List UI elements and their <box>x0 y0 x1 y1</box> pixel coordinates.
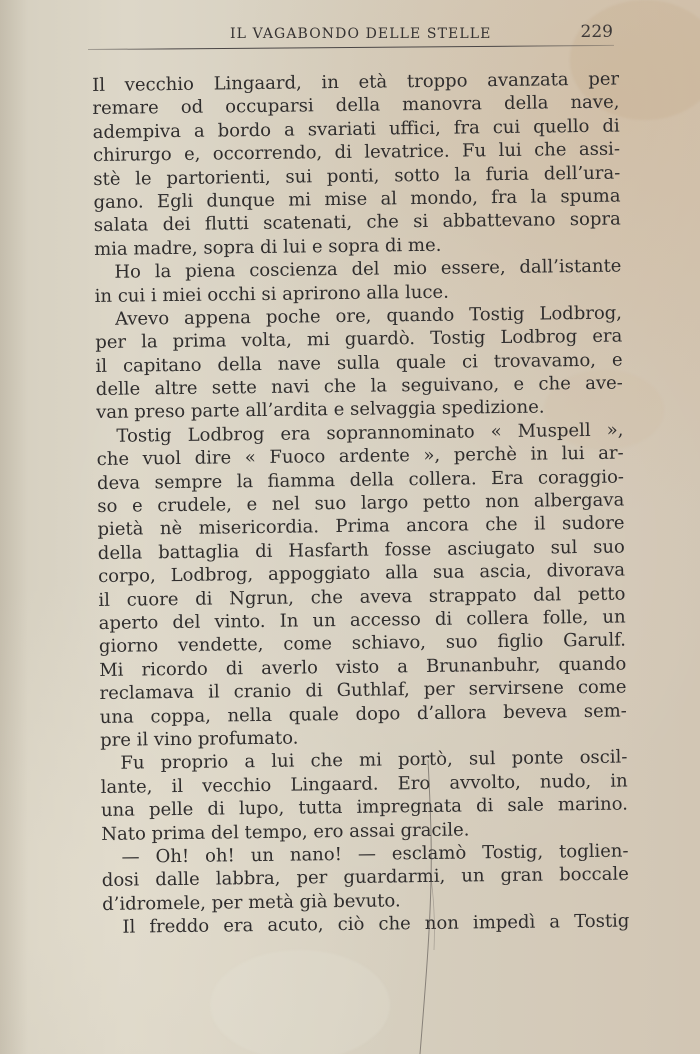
text-line: remare od occuparsi della manovra della nave, <box>92 91 620 120</box>
text-line: una pelle di lupo, tutta impregnata di sale marino. <box>100 793 629 822</box>
text-line: Il freddo era acuto, ciò che non impedì a Tostig <box>122 910 630 938</box>
text-line: corpo, Lodbrog, appoggiato alla sua ascia, divorava <box>98 559 626 588</box>
text-line: mia madre, sopra di lui e sopra di me. <box>94 234 442 260</box>
text-line: aperto del vinto. In un accesso di collera folle, un <box>98 606 626 634</box>
text-line: lante, il vecchio Lingaard. Ero avvolto, nudo, in <box>100 770 628 798</box>
page-body <box>92 68 630 940</box>
text-line: dosi dalle labbra, per guardarmi, un gran boccale <box>101 863 629 892</box>
text-line: per la prima volta, mi guardò. Tostig Lodbrog era <box>95 325 623 354</box>
text-line: salata dei flutti scatenati, che si abbattevano sopra <box>93 208 621 237</box>
text-line: Mi ricordo di averlo visto a Brunanbuhr, quando <box>99 653 627 681</box>
text-line: chirurgo e, occorrendo, di levatrice. Fu lui che assi- <box>92 138 621 167</box>
text-line: delle altre sette navi che la seguivano, e che ave- <box>95 372 623 401</box>
text-line: in cui i miei occhi si aprirono alla luce. <box>94 281 449 307</box>
page-number: 229 <box>580 22 613 42</box>
text-line: so e crudele, e nel suo largo petto non albergava <box>97 489 625 517</box>
text-line: che vuol dire « Fuoco ardente », perchè in lui ar- <box>96 442 624 471</box>
text-line: giorno vendette, come schiavo, suo figlio Garulf. <box>98 629 627 658</box>
text-line: il capitano della nave sulla quale ci trovavamo, e <box>95 349 623 377</box>
text-line: della battaglia di Hasfarth fosse asciugato sul suo <box>97 536 625 564</box>
paper-stain <box>210 950 390 1054</box>
text-line: pre il vino profumato. <box>100 727 299 751</box>
text-line: gano. Egli dunque mi mise al mondo, fra la spuma <box>93 185 621 213</box>
text-line: Ho la piena coscienza del mio essere, dall’istante <box>114 255 622 283</box>
text-line: una coppa, nella quale dopo d’allora beveva sem- <box>99 700 627 728</box>
text-line: Tostig Lodbrog era soprannominato « Muspell », <box>116 419 624 447</box>
text-line: d’idromele, per metà già bevuto. <box>102 889 401 915</box>
text-line: Fu proprio a lui che mi portò, sul ponte oscil- <box>120 746 628 775</box>
text-line: il cuore di Ngrun, che aveva strappato dal petto <box>98 583 626 611</box>
text-line: van preso parte all’ardita e selvaggia spedizione. <box>96 396 545 424</box>
page-edge-shadow <box>0 0 28 1054</box>
text-line: Nato prima del tempo, ero assai gracile. <box>101 818 470 845</box>
text-line: deva sempre la fiamma della collera. Era coraggio- <box>96 466 625 494</box>
running-title: IL VAGABONDO DELLE STELLE <box>230 26 492 42</box>
text-line: reclamava il cranio di Guthlaf, per servirsene come <box>99 676 627 705</box>
text-line: Il vecchio Lingaard, in età troppo avanzata per <box>92 68 620 96</box>
text-line: stè le partorienti, sui ponti, sotto la furia dell’ura- <box>93 162 621 190</box>
text-line: — Oh! oh! un nano! — esclamò Tostig, toglien- <box>121 840 629 868</box>
text-line: Avevo appena poche ore, quando Tostig Lodbrog, <box>114 302 623 330</box>
text-line: adempiva a bordo a svariati uffici, fra cui quello di <box>92 115 620 143</box>
text-line: pietà nè misericordia. Prima ancora che il sudore <box>97 512 625 541</box>
